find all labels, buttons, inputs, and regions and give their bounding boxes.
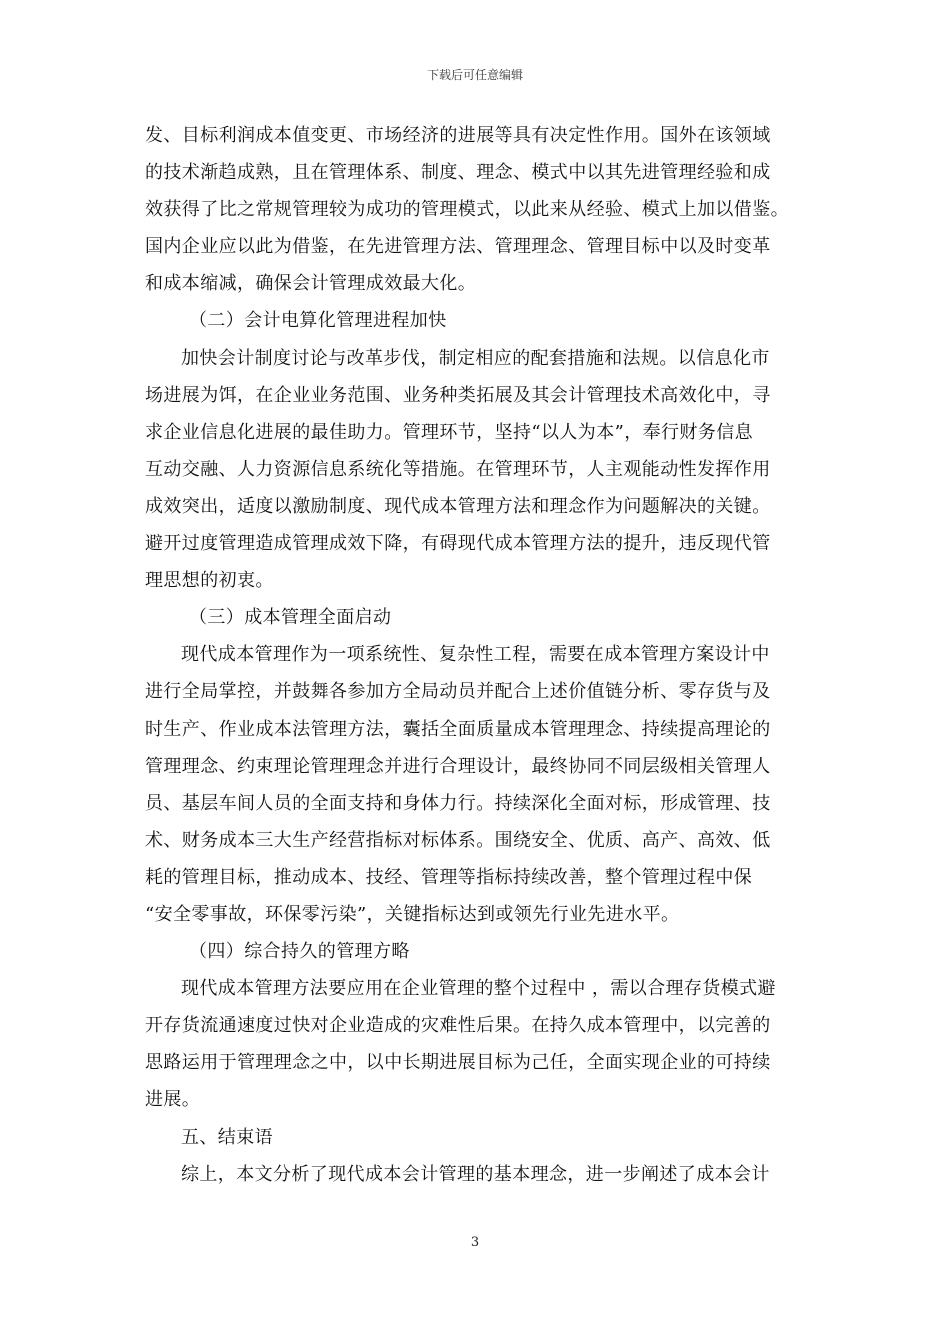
section-heading: （二）会计电算化管理进程加快	[189, 310, 447, 332]
text-line: 避开过度管理造成管理成效下降，有碍现代成本管理方法的提升，违反现代管	[145, 533, 771, 555]
section-heading: 五、结束语	[181, 1126, 273, 1148]
document-body	[145, 117, 810, 1193]
text-line: 理思想的初衷。	[145, 570, 274, 592]
page-header: 下载后可任意编辑	[426, 68, 523, 82]
text-line: 发、目标利润成本值变更、市场经济的进展等具有决定性作用。国外在该领域	[145, 125, 771, 146]
text-line: 效获得了比之常规管理较为成功的管理模式，以此来从经验、模式上加以借鉴。	[145, 199, 789, 221]
text-line: 员、基层车间人员的全面支持和身体力行。持续深化全面对标，形成管理、技	[145, 792, 771, 814]
text-line: 思路运用于管理理念之中，以中长期进展目标为己任，全面实现企业的可持续	[145, 1052, 771, 1074]
paragraph-start-line: 现代成本管理作为一项系统性、复杂性工程，需要在成本管理方案设计中	[181, 644, 770, 666]
text-line: 求企业信息化进展的最佳助力。管理环节，坚持“以人为本”，奉行财务信息	[145, 421, 754, 443]
text-line: 成效突出，适度以激励制度、现代成本管理方法和理念作为问题解决的关键。	[145, 495, 771, 517]
paragraph-start-line: 加快会计制度讨论与改革步伐，制定相应的配套措施和法规。以信息化市	[181, 347, 770, 369]
text-line: 时生产、作业成本法管理方法，囊括全面质量成本管理理念、持续提高理论的	[145, 718, 771, 740]
page-number: 3	[470, 1235, 480, 1250]
text-line: 的技术渐趋成熟，且在管理体系、制度、理念、模式中以其先进管理经验和成	[145, 162, 771, 184]
text-line: 耗的管理目标，推动成本、技经、管理等指标持续改善，整个管理过程中保	[145, 866, 753, 888]
section-heading: （三）成本管理全面启动	[189, 607, 392, 629]
text-line: 和成本缩减，确保会计管理成效最大化。	[145, 273, 477, 295]
text-line: 进展。	[145, 1089, 201, 1111]
text-line: 国内企业应以此为借鉴，在先进管理方法、管理理念、管理目标中以及时变革	[145, 236, 771, 258]
text-line: 开存货流通速度过快对企业造成的灾难性后果。在持久成本管理中，以完善的	[145, 1015, 771, 1037]
paragraph-start-line: 现代成本管理方法要应用在企业管理的整个过程中 ，需以合理存货模式避	[181, 978, 776, 1000]
text-line: 进行全局掌控，并鼓舞各参加方全局动员并配合上述价值链分析、零存货与及	[145, 681, 771, 703]
text-line: “安全零事故，环保零污染”，关键指标达到或领先行业先进水平。	[145, 903, 680, 925]
paragraph-start-line: 综上，本文分析了现代成本会计管理的基本理念，进一步阐述了成本会计	[181, 1163, 770, 1185]
text-line: 互动交融、人力资源信息系统化等措施。在管理环节，人主观能动性发挥作用	[145, 458, 771, 480]
text-line: 管理理念、约束理论管理理念并进行合理设计，最终协同不同层级相关管理人	[145, 755, 771, 777]
section-heading: （四）综合持久的管理方略	[189, 941, 410, 963]
text-line: 场进展为饵，在企业业务范围、业务种类拓展及其会计管理技术高效化中，寻	[145, 384, 771, 406]
text-line: 术、财务成本三大生产经营指标对标体系。围绕安全、优质、高产、高效、低	[145, 829, 771, 851]
